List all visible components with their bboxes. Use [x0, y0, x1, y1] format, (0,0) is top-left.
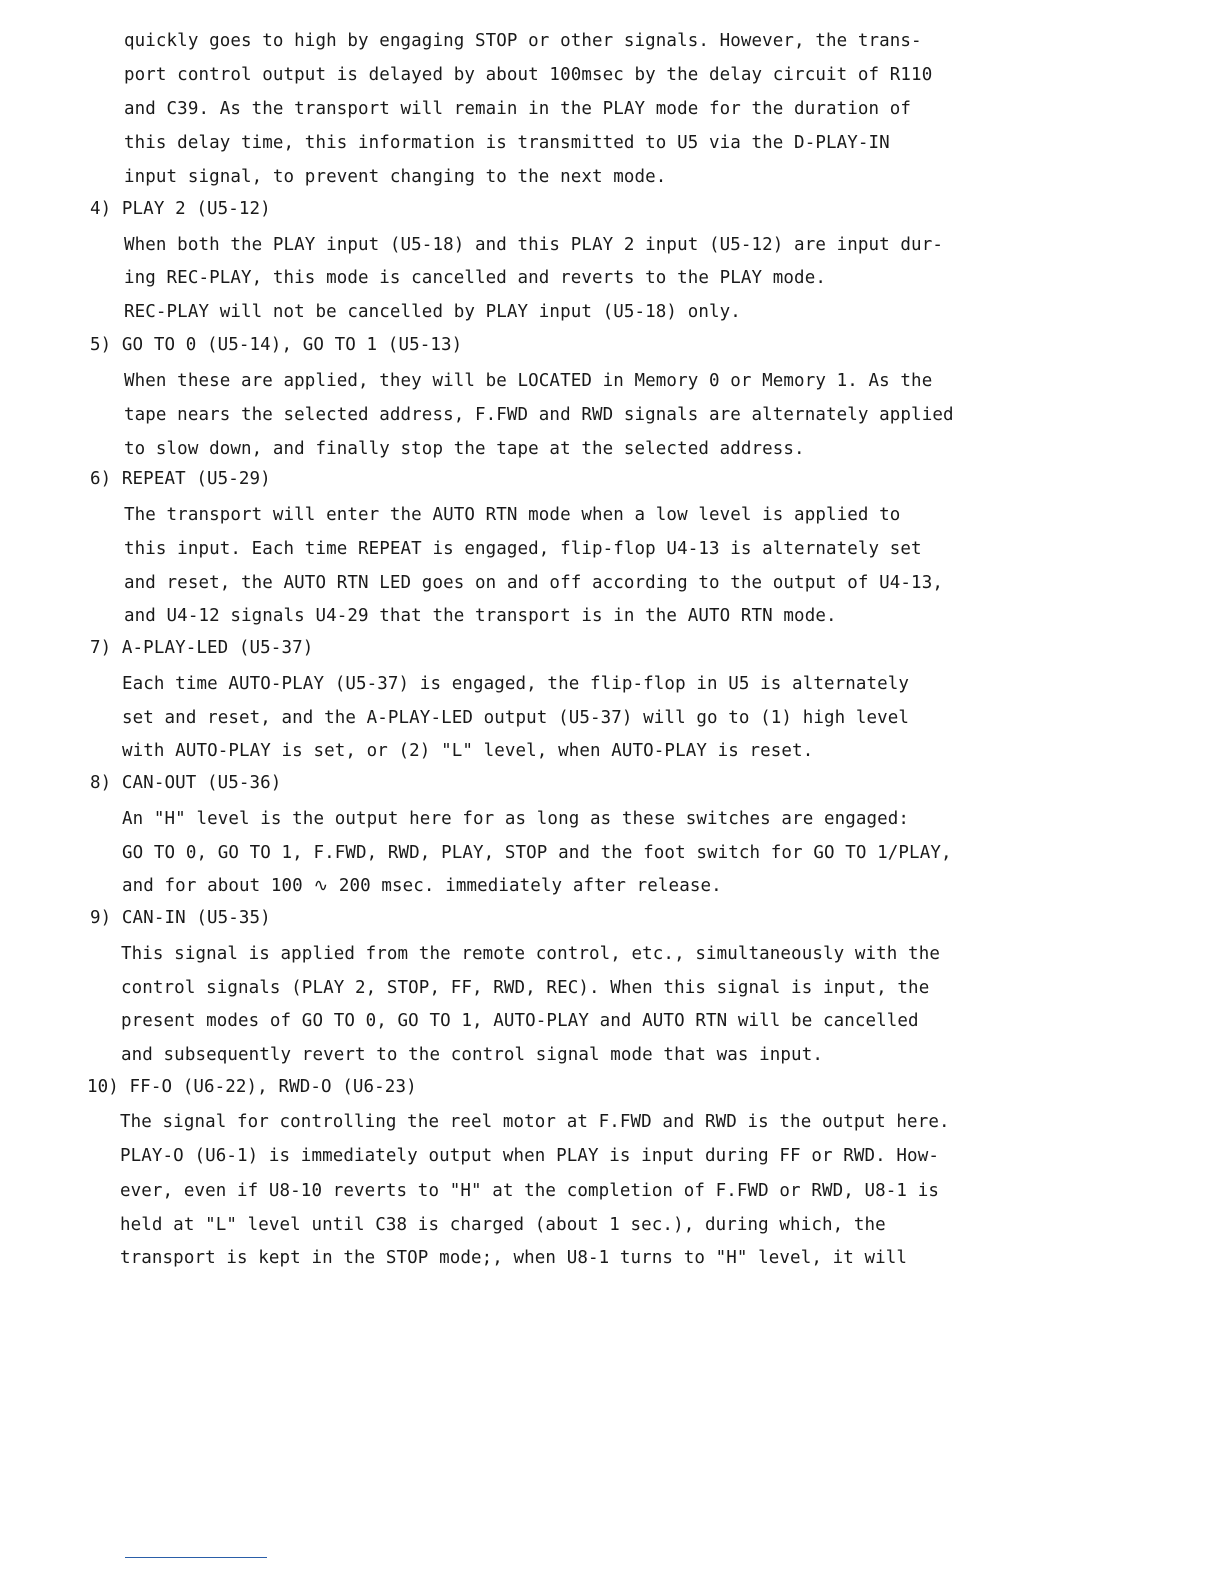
text-line: ing REC-PLAY, this mode is cancelled and reverts to the PLAY mode. [124, 268, 826, 288]
text-line: The signal for controlling the reel motor at F.FWD and RWD is the output here. [120, 1112, 950, 1132]
text-line: tape nears the selected address, F.FWD and RWD signals are alternately applied [124, 405, 954, 425]
text-line: An "H" level is the output here for as long as these switches are engaged: [122, 809, 910, 829]
section-heading: 6) REPEAT (U5-29) [90, 469, 271, 489]
text-line: When both the PLAY input (U5-18) and this PLAY 2 input (U5-12) are input dur- [124, 235, 943, 255]
text-line: ever, even if U8-10 reverts to "H" at the completion of F.FWD or RWD, U8-1 is [120, 1181, 939, 1201]
text-line: this input. Each time REPEAT is engaged, flip-flop U4-13 is alternately set [124, 539, 922, 559]
text-line: REC-PLAY will not be cancelled by PLAY input (U5-18) only. [124, 302, 741, 322]
section-heading: 4) PLAY 2 (U5-12) [90, 199, 271, 219]
section-heading: 8) CAN-OUT (U5-36) [90, 773, 282, 793]
text-line: GO TO 0, GO TO 1, F.FWD, RWD, PLAY, STOP and the foot switch for GO TO 1/PLAY, [122, 843, 952, 863]
text-line: quickly goes to high by engaging STOP or other signals. However, the trans- [124, 31, 922, 51]
section-heading: 5) GO TO 0 (U5-14), GO TO 1 (U5-13) [90, 335, 463, 355]
text-line: and for about 100 ∿ 200 msec. immediately after release. [122, 876, 722, 896]
text-line: This signal is applied from the remote control, etc., simultaneously with the [121, 944, 940, 964]
text-line: and C39. As the transport will remain in the PLAY mode for the duration of [124, 99, 912, 119]
text-line: control signals (PLAY 2, STOP, FF, RWD, REC). When this signal is input, the [121, 978, 930, 998]
text-line: input signal, to prevent changing to the next mode. [124, 167, 667, 187]
text-line: port control output is delayed by about 100msec by the delay circuit of R110 [124, 65, 933, 85]
text-line: this delay time, this information is transmitted to U5 via the D-PLAY-IN [124, 133, 890, 153]
text-line: and reset, the AUTO RTN LED goes on and off according to the output of U4-13, [124, 573, 943, 593]
text-line: and U4-12 signals U4-29 that the transport is in the AUTO RTN mode. [124, 606, 837, 626]
text-line: PLAY-O (U6-1) is immediately output when PLAY is input during FF or RWD. How- [120, 1146, 939, 1166]
text-line: with AUTO-PLAY is set, or (2) "L" level, when AUTO-PLAY is reset. [122, 741, 814, 761]
text-line: and subsequently revert to the control signal mode that was input. [121, 1045, 823, 1065]
text-line: set and reset, and the A-PLAY-LED output (U5-37) will go to (1) high level [122, 708, 910, 728]
text-line: held at "L" level until C38 is charged (about 1 sec.), during which, the [120, 1215, 886, 1235]
text-line: present modes of GO TO 0, GO TO 1, AUTO-PLAY and AUTO RTN will be cancelled [121, 1011, 919, 1031]
text-line: When these are applied, they will be LOCATED in Memory 0 or Memory 1. As the [124, 371, 933, 391]
text-line: transport is kept in the STOP mode;, when U8-1 turns to "H" level, it will [120, 1248, 908, 1268]
text-line: The transport will enter the AUTO RTN mode when a low level is applied to [124, 505, 901, 525]
section-heading: 9) CAN-IN (U5-35) [90, 908, 271, 928]
section-heading: 7) A-PLAY-LED (U5-37) [90, 638, 314, 658]
section-heading: 10) FF-O (U6-22), RWD-O (U6-23) [87, 1077, 417, 1097]
footnote-rule [125, 1557, 267, 1558]
text-line: Each time AUTO-PLAY (U5-37) is engaged, the flip-flop in U5 is alternately [122, 674, 910, 694]
text-line: to slow down, and finally stop the tape at the selected address. [124, 439, 805, 459]
